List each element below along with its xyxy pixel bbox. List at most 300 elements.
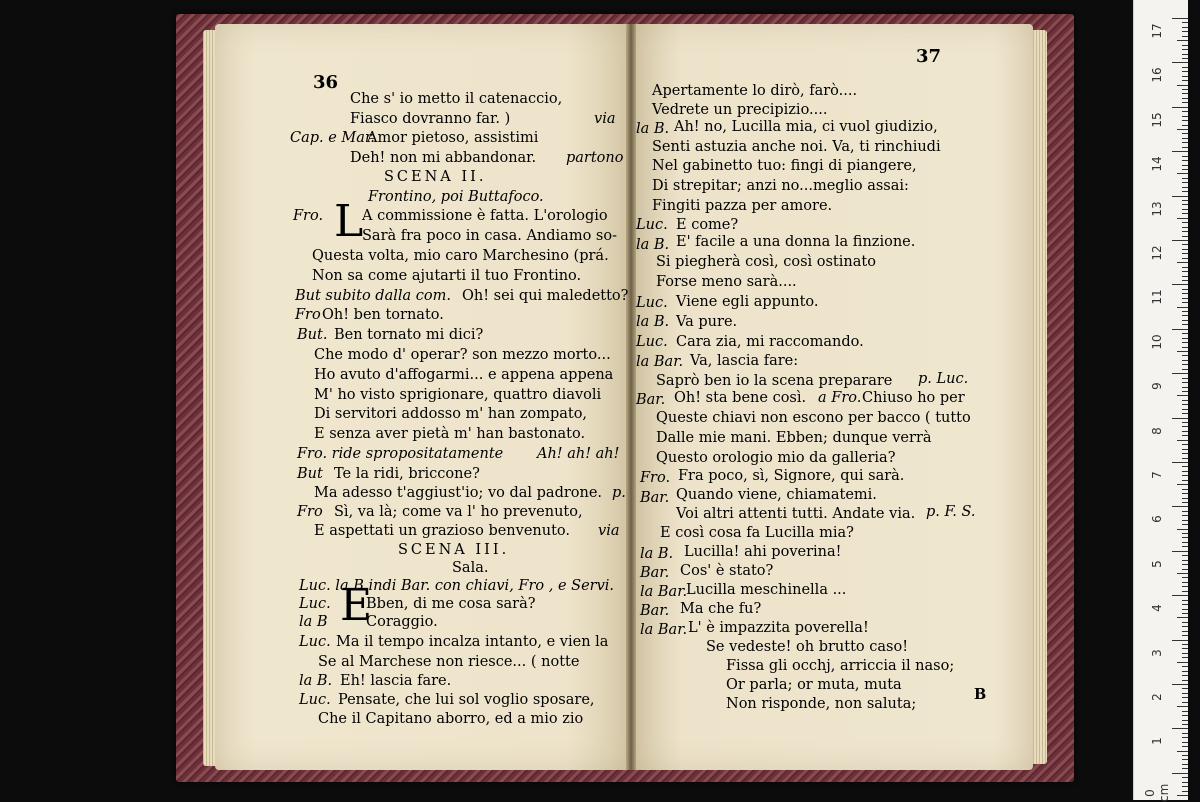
ruler-tick	[1182, 231, 1188, 232]
ruler-tick	[1182, 382, 1188, 383]
left-page-number: 36	[313, 72, 339, 93]
ruler-tick	[1182, 720, 1188, 721]
ruler-tick	[1177, 262, 1188, 263]
text-line: SCENA III.	[398, 542, 510, 558]
ruler-tick	[1182, 111, 1188, 112]
text-line: la Bar.	[636, 354, 684, 370]
ruler-label: 17	[1150, 23, 1164, 39]
text-line: Voi altri attenti tutti. Andate via.	[676, 506, 916, 522]
text-line: Oh! sei qui maledetto?	[462, 288, 629, 304]
ruler-tick	[1182, 280, 1188, 281]
ruler-tick	[1182, 222, 1188, 223]
text-line: Fissa gli occhj, arriccia il naso;	[726, 658, 955, 674]
ruler-tick	[1182, 138, 1188, 139]
text-line: p.	[612, 485, 626, 501]
ruler-tick	[1172, 107, 1188, 108]
ruler-tick	[1182, 49, 1188, 50]
ruler-tick	[1172, 18, 1188, 19]
ruler-tick	[1182, 560, 1188, 561]
ruler-tick	[1182, 36, 1188, 37]
ruler-tick	[1182, 564, 1188, 565]
ruler-tick	[1172, 684, 1188, 685]
text-line: Ho avuto d'affogarmi... e appena appena	[314, 367, 614, 383]
ruler-tick	[1182, 89, 1188, 90]
text-line: But subito dalla com.	[295, 288, 451, 304]
ruler-tick	[1182, 67, 1188, 68]
ruler-tick	[1182, 267, 1188, 268]
ruler-tick	[1172, 329, 1188, 330]
ruler-tick	[1177, 218, 1188, 219]
ruler-tick	[1182, 298, 1188, 299]
text-line: Ah! ah! ah!	[537, 446, 620, 462]
text-line: Senti astuzia anche noi. Va, ti rinchiudi	[652, 139, 941, 155]
ruler-tick	[1182, 413, 1188, 414]
ruler-tick	[1182, 324, 1188, 325]
ruler-tick	[1182, 755, 1188, 756]
text-line: Luc.	[636, 295, 668, 311]
ruler-tick	[1172, 728, 1188, 729]
text-line: Dalle mie mani. Ebben; dunque verrà	[656, 430, 932, 446]
text-line: Bar.	[640, 565, 670, 581]
ruler-tick	[1182, 169, 1188, 170]
text-line: la Bar.	[640, 584, 688, 600]
text-line: Bar.	[640, 490, 670, 506]
ruler-tick	[1172, 551, 1188, 552]
ruler-tick	[1182, 422, 1188, 423]
text-line: E senza aver pietà m' han bastonato.	[314, 426, 586, 442]
text-line: Frontino, poi Buttafoco.	[368, 189, 544, 205]
text-line: Apertamente lo dirò, farò....	[652, 83, 858, 99]
text-line: Bar.	[640, 603, 670, 619]
page-edges-right	[1031, 30, 1047, 764]
text-line: partono	[566, 150, 624, 166]
ruler-tick	[1182, 58, 1188, 59]
ruler-tick	[1182, 768, 1188, 769]
text-line: A commissione è fatta. L'orologio	[362, 208, 608, 224]
ruler-tick	[1182, 675, 1188, 676]
ruler-tick	[1182, 227, 1188, 228]
ruler-tick	[1182, 102, 1188, 103]
ruler-tick	[1182, 480, 1188, 481]
ruler-tick	[1177, 662, 1188, 663]
ruler-tick	[1182, 746, 1188, 747]
text-line: via	[594, 111, 616, 127]
ruler-tick	[1182, 27, 1188, 28]
ruler-tick	[1177, 484, 1188, 485]
ruler-tick	[1182, 711, 1188, 712]
ruler-tick	[1182, 355, 1188, 356]
text-line: la B	[299, 614, 328, 630]
ruler-tick	[1182, 31, 1188, 32]
text-line: Cap. e Mar.	[290, 130, 375, 146]
ruler-tick	[1182, 520, 1188, 521]
ruler-tick	[1182, 236, 1188, 237]
ruler-tick	[1172, 196, 1188, 197]
text-line: Saprò ben io la scena preparare	[656, 373, 893, 389]
ruler-tick	[1182, 555, 1188, 556]
ruler-tick	[1182, 187, 1188, 188]
ruler-tick	[1182, 533, 1188, 534]
text-line: Deh! non mi abbandonar.	[350, 150, 537, 166]
ruler-tick	[1182, 449, 1188, 450]
ruler-tick	[1172, 418, 1188, 419]
ruler-tick	[1182, 369, 1188, 370]
ruler-tick	[1182, 182, 1188, 183]
ruler-tick	[1177, 751, 1188, 752]
ruler-tick	[1182, 489, 1188, 490]
ruler-tick	[1177, 307, 1188, 308]
ruler-tick	[1182, 333, 1188, 334]
text-line: Viene egli appunto.	[676, 294, 819, 310]
text-line: Luc.	[299, 692, 331, 708]
text-line: Bar.	[636, 392, 666, 408]
ruler-tick	[1177, 706, 1188, 707]
ruler-tick	[1182, 204, 1188, 205]
ruler-tick	[1177, 85, 1188, 86]
ruler-tick	[1182, 782, 1188, 783]
text-line: E' facile a una donna la finzione.	[676, 234, 916, 250]
ruler-tick	[1182, 715, 1188, 716]
ruler-tick	[1182, 125, 1188, 126]
ruler-tick	[1172, 462, 1188, 463]
ruler-tick	[1182, 493, 1188, 494]
ruler-tick	[1182, 320, 1188, 321]
ruler-tick	[1182, 577, 1188, 578]
ruler-tick	[1182, 391, 1188, 392]
ruler-tick	[1182, 54, 1188, 55]
ruler-tick	[1182, 444, 1188, 445]
text-line: Luc.	[636, 217, 668, 233]
ruler-tick	[1182, 142, 1188, 143]
ruler-tick	[1182, 733, 1188, 734]
ruler-tick	[1182, 80, 1188, 81]
ruler-tick	[1172, 595, 1188, 596]
ruler-tick	[1182, 191, 1188, 192]
ruler-tick	[1182, 626, 1188, 627]
ruler-tick	[1182, 311, 1188, 312]
ruler-tick	[1182, 71, 1188, 72]
text-line: Luc.	[299, 634, 331, 650]
ruler-tick	[1182, 404, 1188, 405]
ruler-tick	[1182, 378, 1188, 379]
ruler-tick	[1182, 276, 1188, 277]
ruler-tick	[1182, 764, 1188, 765]
text-line: Di servitori addosso m' han zompato,	[314, 406, 588, 422]
ruler-tick	[1177, 440, 1188, 441]
ruler-tick	[1182, 315, 1188, 316]
text-line: Va, lascia fare:	[690, 353, 799, 369]
ruler-label: 0 cm	[1143, 783, 1171, 802]
ruler-tick	[1182, 98, 1188, 99]
ruler-tick	[1182, 178, 1188, 179]
ruler-label: 15	[1150, 112, 1164, 128]
text-line: Fro.	[640, 470, 671, 486]
text-line: Ma il tempo incalza intanto, e vien la	[336, 634, 609, 650]
text-line: Luc.	[636, 334, 668, 350]
ruler-label: 12	[1150, 245, 1164, 261]
ruler-tick	[1182, 156, 1188, 157]
ruler-label: 3	[1150, 648, 1164, 657]
text-line: Se vedeste! oh brutto caso!	[706, 639, 909, 655]
ruler-tick	[1182, 431, 1188, 432]
ruler-tick	[1182, 209, 1188, 210]
text-line: Di strepitar; anzi no...meglio assai:	[652, 178, 909, 194]
ruler-label: 7	[1150, 471, 1164, 479]
text-line: Luc.	[299, 596, 331, 612]
ruler-tick	[1182, 453, 1188, 454]
ruler-tick	[1177, 40, 1188, 41]
text-line: Non sa come ajutarti il tuo Frontino.	[312, 268, 582, 284]
text-line: But.	[297, 327, 328, 343]
text-line: Eh! lascia fare.	[340, 673, 452, 689]
ruler-label: 9	[1150, 382, 1164, 391]
ruler-tick	[1182, 693, 1188, 694]
text-line: Ben tornato mi dici?	[334, 327, 484, 343]
ruler-tick	[1182, 213, 1188, 214]
text-line: la B.	[299, 673, 333, 689]
text-line: la B.	[636, 121, 670, 137]
text-line: Che il Capitano aborro, ed a mio zio	[318, 711, 584, 727]
text-line: p. Luc.	[918, 371, 969, 387]
ruler-tick	[1182, 542, 1188, 543]
ruler-tick	[1182, 546, 1188, 547]
ruler-tick	[1172, 640, 1188, 641]
ruler-tick	[1182, 653, 1188, 654]
ruler-tick	[1182, 498, 1188, 499]
ruler-label: 2	[1150, 693, 1164, 701]
text-line: Amor pietoso, assistimi	[367, 130, 539, 146]
text-line: Questo orologio mio da galleria?	[656, 450, 896, 466]
ruler-tick	[1182, 147, 1188, 148]
text-line: Forse meno sarà....	[656, 274, 797, 290]
ruler-tick	[1182, 76, 1188, 77]
ruler-tick	[1182, 688, 1188, 689]
text-line: Fro.	[293, 208, 324, 224]
text-line: Sarà fra poco in casa. Andiamo so-	[362, 228, 617, 244]
text-line: Cara zia, mi raccomando.	[676, 334, 864, 350]
text-line: Che modo d' operar? son mezzo morto...	[314, 347, 611, 363]
text-line: Pensate, che lui sol voglio sposare,	[338, 692, 595, 708]
text-line: Fra poco, sì, Signore, qui sarà.	[678, 468, 905, 484]
ruler-tick	[1177, 529, 1188, 530]
ruler-tick	[1182, 360, 1188, 361]
text-line: Si piegherà così, così ostinato	[656, 254, 876, 270]
text-line: Oh! sta bene così.	[674, 390, 807, 406]
ruler-tick	[1182, 458, 1188, 459]
ruler-tick	[1177, 795, 1188, 796]
ruler-tick	[1182, 515, 1188, 516]
ruler-tick	[1182, 502, 1188, 503]
ruler-tick	[1182, 160, 1188, 161]
ruler-tick	[1172, 773, 1188, 774]
text-line: Fro. ride spropositatamente	[297, 446, 504, 462]
ruler-tick	[1182, 253, 1188, 254]
ruler-tick	[1182, 338, 1188, 339]
ruler-label: 11	[1150, 289, 1164, 306]
ruler-tick	[1182, 569, 1188, 570]
ruler-tick	[1177, 173, 1188, 174]
ruler-tick	[1182, 466, 1188, 467]
text-line: Nel gabinetto tuo: fingi di piangere,	[652, 158, 917, 174]
ruler-tick	[1182, 724, 1188, 725]
ruler-tick	[1182, 666, 1188, 667]
ruler-tick	[1182, 742, 1188, 743]
ruler-tick	[1182, 45, 1188, 46]
text-line: via	[598, 523, 620, 539]
ruler-tick	[1182, 435, 1188, 436]
ruler-tick	[1182, 133, 1188, 134]
ruler-tick	[1182, 293, 1188, 294]
ruler-tick	[1182, 249, 1188, 250]
text-line: Ma adesso t'aggiust'io; vo dal padrone.	[314, 485, 603, 501]
ruler-tick	[1182, 426, 1188, 427]
text-line: Ah! no, Lucilla mia, ci vuol giudizio,	[674, 119, 938, 135]
ruler-tick	[1182, 622, 1188, 623]
measurement-ruler	[1133, 0, 1188, 800]
text-line: Lucilla meschinella ...	[686, 582, 847, 598]
ruler-tick	[1182, 644, 1188, 645]
text-line: Queste chiavi non escono per bacco ( tutto	[656, 410, 971, 426]
ruler-label: 4	[1150, 604, 1164, 613]
ruler-label: 8	[1150, 426, 1164, 435]
ruler-tick	[1182, 400, 1188, 401]
ruler-tick	[1182, 657, 1188, 658]
ruler-tick	[1182, 609, 1188, 610]
text-line: Chiuso ho per	[862, 390, 965, 406]
ruler-tick	[1172, 62, 1188, 63]
text-line: p. F. S.	[926, 504, 976, 520]
ruler-tick	[1177, 351, 1188, 352]
text-line: Se al Marchese non riesce... ( notte	[318, 654, 580, 670]
ruler-tick	[1182, 475, 1188, 476]
ruler-tick	[1182, 471, 1188, 472]
ruler-tick	[1182, 604, 1188, 605]
ruler-tick	[1182, 200, 1188, 201]
text-line: E aspettati un grazioso benvenuto.	[314, 523, 571, 539]
ruler-tick	[1182, 289, 1188, 290]
ruler-tick	[1182, 364, 1188, 365]
ruler-tick	[1182, 302, 1188, 303]
ruler-tick	[1182, 759, 1188, 760]
text-line: Non risponde, non saluta;	[726, 696, 917, 712]
ruler-tick	[1172, 284, 1188, 285]
text-line: SCENA II.	[384, 169, 487, 185]
ruler-tick	[1182, 648, 1188, 649]
text-line: But	[297, 466, 323, 482]
text-line: la Bar.	[640, 622, 688, 638]
text-line: Quando viene, chiamatemi.	[676, 487, 877, 503]
text-line: Cos' è stato?	[680, 563, 774, 579]
text-line: E così cosa fa Lucilla mia?	[660, 525, 854, 541]
ruler-tick	[1172, 373, 1188, 374]
text-line: Questa volta, mio caro Marchesino (prá.	[312, 248, 609, 264]
text-line: E come?	[676, 217, 739, 233]
text-line: Coraggio.	[366, 614, 438, 630]
text-line: Fiasco dovranno far. )	[350, 111, 511, 127]
text-line: Fro	[297, 504, 323, 520]
ruler-tick	[1182, 165, 1188, 166]
ruler-tick	[1182, 680, 1188, 681]
ruler-label: 14	[1150, 156, 1164, 172]
ruler-label: 16	[1150, 67, 1164, 84]
ruler-tick	[1182, 591, 1188, 592]
ruler-tick	[1182, 347, 1188, 348]
text-line: la B.	[636, 237, 670, 253]
text-line: Fingiti pazza per amore.	[652, 198, 833, 214]
ruler-tick	[1182, 511, 1188, 512]
ruler-tick	[1182, 613, 1188, 614]
text-line: Fro	[295, 307, 321, 323]
ruler-label: 1	[1150, 737, 1164, 746]
ruler-tick	[1182, 93, 1188, 94]
ruler-tick	[1182, 258, 1188, 259]
ruler-tick	[1182, 777, 1188, 778]
text-line: B	[974, 686, 987, 703]
text-line: Ma che fu?	[680, 601, 762, 617]
ruler-tick	[1172, 506, 1188, 507]
text-line: Lucilla! ahi poverina!	[684, 544, 842, 560]
ruler-tick	[1182, 600, 1188, 601]
ruler-tick	[1177, 617, 1188, 618]
ruler-tick	[1182, 271, 1188, 272]
ruler-tick	[1182, 524, 1188, 525]
ruler-tick	[1182, 120, 1188, 121]
ruler-tick	[1182, 697, 1188, 698]
ruler-tick	[1177, 129, 1188, 130]
text-line: M' ho visto sprigionare, quattro diavoli	[314, 387, 602, 403]
text-line: Vedrete un precipizio....	[652, 102, 828, 118]
text-line: Bben, di me cosa sarà?	[366, 596, 536, 612]
ruler-tick	[1182, 737, 1188, 738]
ruler-tick	[1182, 702, 1188, 703]
text-line: la B.	[640, 546, 674, 562]
drop-capital: E	[340, 580, 373, 631]
book-gutter	[626, 24, 636, 770]
ruler-tick	[1182, 342, 1188, 343]
ruler-label: 6	[1150, 515, 1164, 524]
text-line: Te la ridi, briccone?	[334, 466, 480, 482]
ruler-tick	[1177, 573, 1188, 574]
ruler-tick	[1182, 244, 1188, 245]
ruler-tick	[1182, 786, 1188, 787]
ruler-tick	[1172, 151, 1188, 152]
ruler-tick	[1177, 395, 1188, 396]
text-line: Va pure.	[676, 314, 738, 330]
text-line: L' è impazzita poverella!	[688, 620, 869, 636]
text-line: Oh! ben tornato.	[322, 307, 444, 323]
ruler-tick	[1182, 116, 1188, 117]
ruler-tick	[1182, 631, 1188, 632]
ruler-tick	[1182, 387, 1188, 388]
text-line: la B.	[636, 314, 670, 330]
ruler-label: 13	[1150, 200, 1164, 217]
ruler-tick	[1182, 635, 1188, 636]
drop-capital: L	[334, 196, 364, 247]
ruler-tick	[1172, 240, 1188, 241]
ruler-tick	[1182, 22, 1188, 23]
ruler-tick	[1182, 409, 1188, 410]
right-page-number: 37	[916, 46, 942, 67]
ruler-tick	[1182, 671, 1188, 672]
ruler-label: 5	[1150, 559, 1164, 568]
ruler-tick	[1182, 582, 1188, 583]
ruler-tick	[1182, 586, 1188, 587]
text-line: Or parla; or muta, muta	[726, 677, 902, 693]
ruler-tick	[1182, 537, 1188, 538]
text-line: Luc. la B indi Bar. con chiavi, Fro , e Servi.	[299, 578, 615, 594]
text-line: Sì, va là; come va l' ho prevenuto,	[334, 504, 583, 520]
text-line: a Fro.	[818, 390, 862, 406]
